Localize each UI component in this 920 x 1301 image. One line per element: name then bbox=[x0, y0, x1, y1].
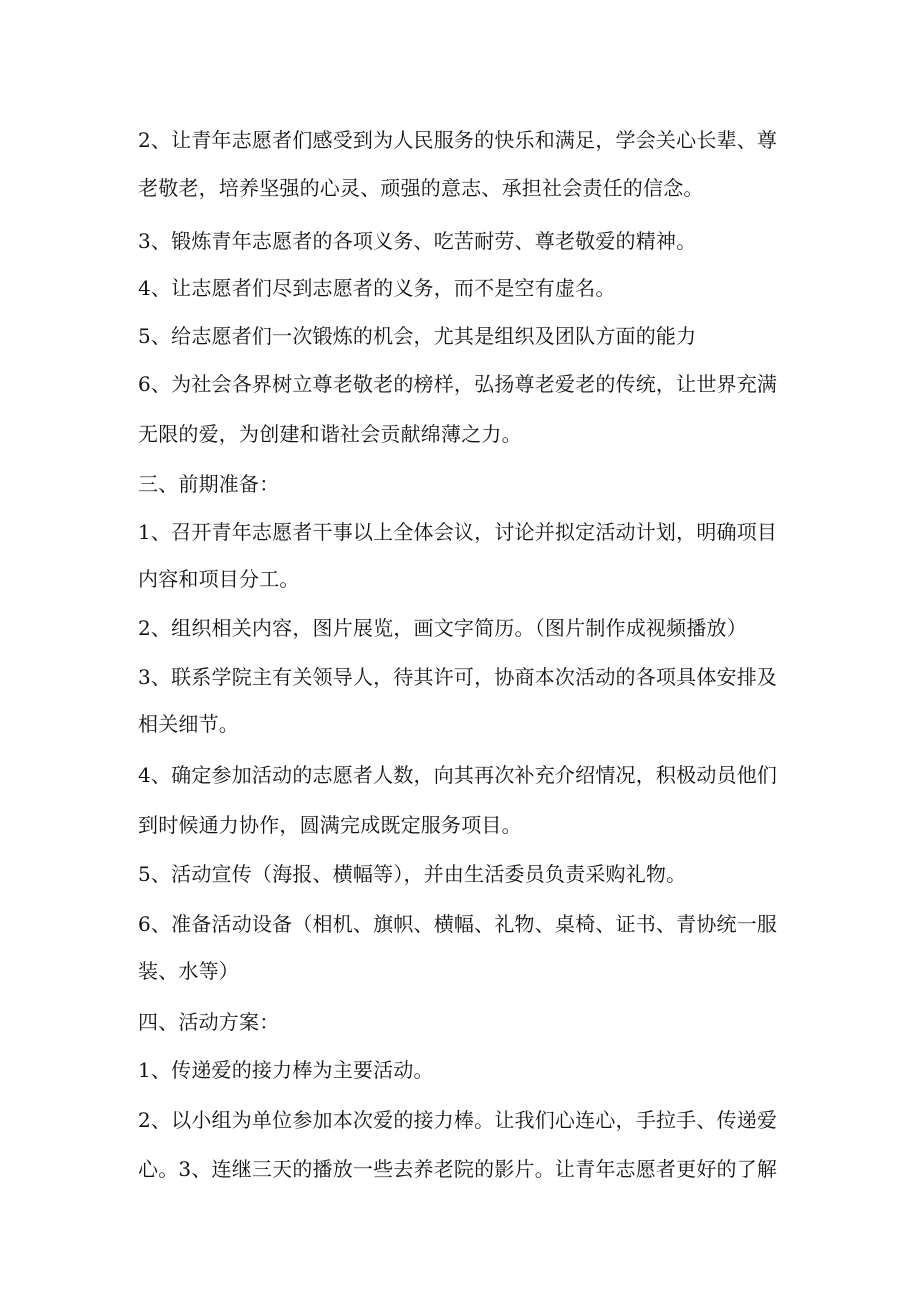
text-line: 2、以小组为单位参加本次爱的接力棒。让我们心连心，手拉手、传递爱 bbox=[138, 1108, 778, 1132]
text-line: 1、召开青年志愿者干事以上全体会议，讨论并拟定活动计划，明确项目 bbox=[138, 520, 778, 544]
text-line: 无限的爱，为创建和谐社会贡献绵薄之力。 bbox=[138, 422, 522, 446]
text-line: 老敬老，培养坚强的心灵、顽强的意志、承担社会责任的信念。 bbox=[138, 176, 704, 200]
text-line: 3、锻炼青年志愿者的各项义务、吃苦耐劳、尊老敬爱的精神。 bbox=[138, 229, 697, 253]
text-line: 1、传递爱的接力棒为主要活动。 bbox=[138, 1058, 434, 1082]
section-heading: 四、活动方案： bbox=[138, 1010, 280, 1034]
text-line: 5、活动宣传（海报、横幅等），并由生活委员负责采购礼物。 bbox=[138, 862, 687, 886]
text-line: 2、让青年志愿者们感受到为人民服务的快乐和满足，学会关心长辈、尊 bbox=[138, 128, 778, 152]
text-line: 6、准备活动设备（相机、旗帜、横幅、礼物、桌椅、证书、青协统一服 bbox=[138, 912, 778, 936]
text-line: 到时候通力协作，圆满完成既定服务项目。 bbox=[138, 813, 522, 837]
text-line: 2、组织相关内容，图片展览，画文字简历。（图片制作成视频播放） bbox=[138, 616, 747, 640]
text-line: 装、水等） bbox=[138, 959, 239, 983]
text-line: 3、联系学院主有关领导人，待其许可，协商本次活动的各项具体安排及 bbox=[138, 665, 778, 689]
text-line: 4、确定参加活动的志愿者人数，向其再次补充介绍情况，积极动员他们 bbox=[138, 763, 778, 787]
text-line: 内容和项目分工。 bbox=[138, 567, 300, 591]
text-line: 6、为社会各界树立尊老敬老的榜样，弘扬尊老爱老的传统，让世界充满 bbox=[138, 372, 778, 396]
text-line: 相关细节。 bbox=[138, 712, 239, 736]
text-line: 4、让志愿者们尽到志愿者的义务，而不是空有虚名。 bbox=[138, 276, 616, 300]
section-heading: 三、前期准备： bbox=[138, 472, 280, 496]
text-line: 5、给志愿者们一次锻炼的机会，尤其是组织及团队方面的能力 bbox=[138, 324, 697, 348]
text-line: 心。3、连继三天的播放一些去养老院的影片。让青年志愿者更好的了解 bbox=[138, 1157, 778, 1181]
